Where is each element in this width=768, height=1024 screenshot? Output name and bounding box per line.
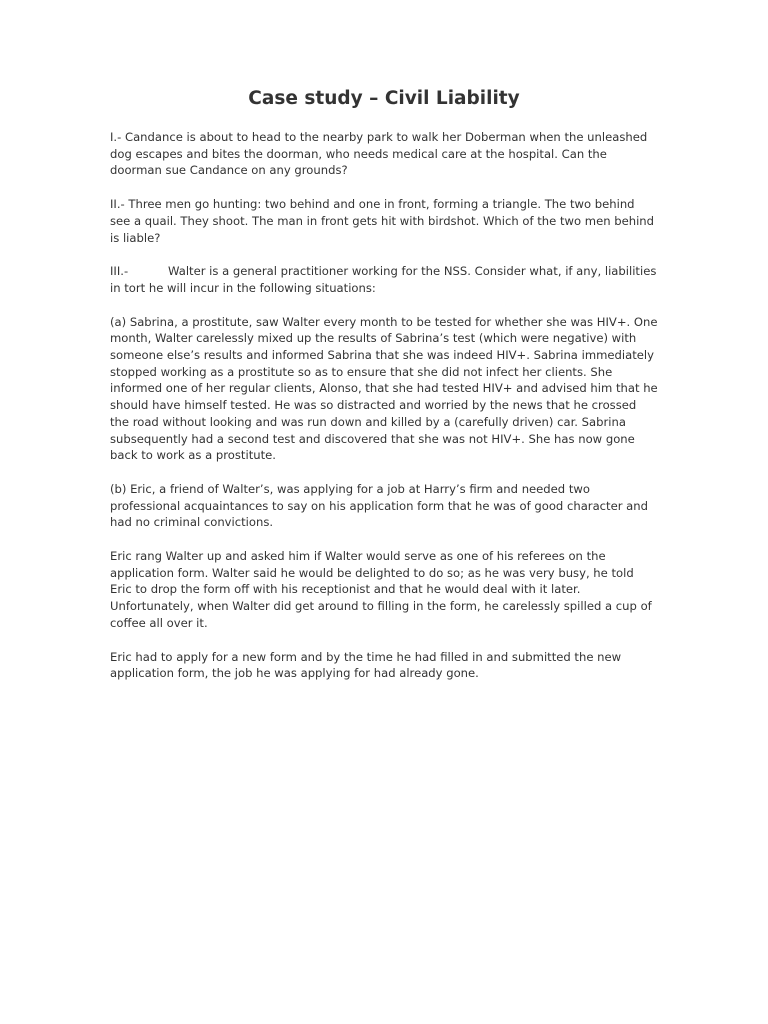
paragraph-question-1: I.- Candance is about to head to the nearby park to walk her Doberman when the unleashed dog escapes and bites the doorman, who needs medical care at the hospital. Can the doorman sue Candance on any grounds? xyxy=(110,130,651,178)
section-number: III.- xyxy=(110,264,129,279)
paragraph-situation-b-continued: Eric rang Walter up and asked him if Walter would serve as one of his referees on the application form. Walter said he would be delighted to do so; as he was very busy, he told Eric to drop the form off with his receptionist and that he would deal with it later. Unfortunately, when Walter did get around to filling in the form, he carelessly spilled a cup of coffee all over it. xyxy=(110,549,656,630)
paragraph-situation-b: (b) Eric, a friend of Walter’s, was applying for a job at Harry’s firm and needed two professional acquaintances to say on his application form that he was of good character and had no criminal convictions. xyxy=(110,481,652,530)
paragraph-situation-b-outcome: Eric had to apply for a new form and by the time he had filled in and submitted the new application form, the job he was applying for had already gone. xyxy=(110,649,625,681)
paragraph-situation-a: (a) Sabrina, a prostitute, saw Walter every month to be tested for whether she was HIV+. One month, Walter carelessly mixed up the results of Sabrina’s test (which were negative) with someone else’s results and informed Sabrina that she was indeed HIV+. Sabrina immediately stopped working as a prostitute so as to ensure that she did not infect her clients. She informed one of her regular clients, Alonso, that she had tested HIV+ and advised him that he should have himself tested. He was so distracted and worried by the news that he crossed the road without looking and was run down and killed by a (carefully driven) car. Sabrina subsequently had a second test and discovered that she was not HIV+. She has now gone back to work as a prostitute. xyxy=(110,314,662,463)
paragraph-question-2: II.- Three men go hunting: two behind and one in front, forming a triangle. The two behind see a quail. They shoot. The man in front gets hit with birdshot. Which of the two men behind is liable? xyxy=(110,197,658,245)
paragraph-question-3 xyxy=(110,263,658,296)
section-text: Walter is a general practitioner working for the NSS. Consider what, if any, liabilities in tort he will incur in the following situations: xyxy=(110,264,657,295)
document-body xyxy=(110,129,662,699)
document-title: Case study – Civil Liability xyxy=(248,88,520,109)
